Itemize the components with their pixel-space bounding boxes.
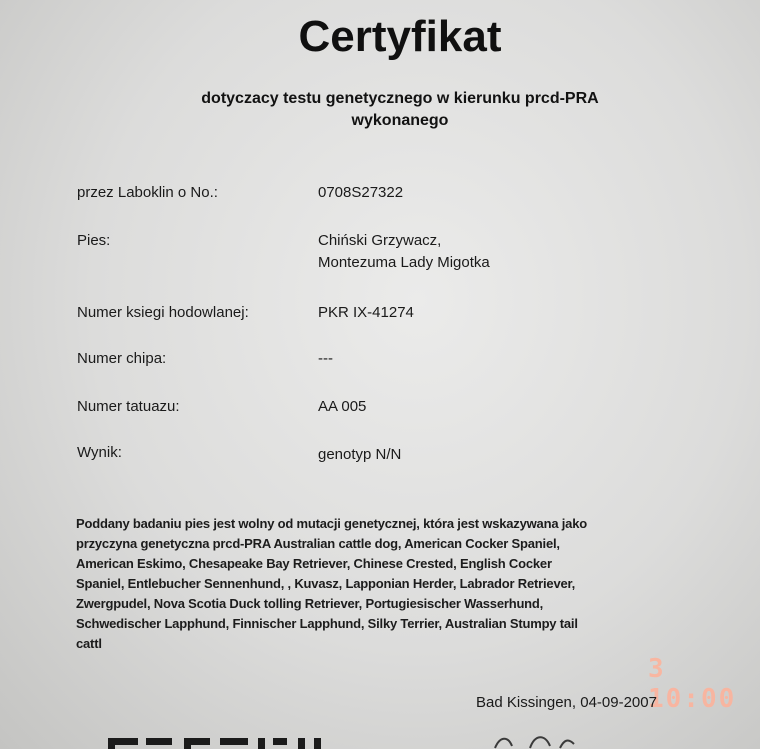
signature-scribble: [490, 728, 590, 749]
paragraph-line: przyczyna genetyczna prcd-PRA Australian cattle dog, American Cocker Spaniel,: [76, 536, 560, 551]
place-date: Bad Kissingen, 04-09-2007: [476, 694, 657, 711]
field-label-registry-number: Numer ksiegi hodowlanej:: [77, 304, 249, 321]
field-value-laboklin-no: 0708S27322: [318, 184, 404, 201]
certificate-subtitle: [0, 88, 760, 132]
dog-name: Montezuma Lady Migotka: [318, 254, 490, 271]
field-value-chip-number: ---: [318, 350, 333, 367]
dog-breed: Chiński Grzywacz,: [318, 232, 442, 249]
paragraph-line: cattl: [76, 636, 102, 651]
field-value-dog: [318, 230, 490, 274]
field-value-result: genotyp N/N: [318, 446, 402, 463]
field-label-laboklin-no: przez Laboklin o No.:: [77, 184, 218, 201]
paragraph-line: Schwedischer Lapphund, Finnischer Lapphund, Silky Terrier, Australian Stumpy tail: [76, 616, 578, 631]
paragraph-line: Spaniel, Entlebucher Sennenhund, , Kuvasz, Lapponian Herder, Labrador Retriever,: [76, 576, 576, 591]
laboklin-logo: [108, 728, 338, 749]
certificate-title: Certyfikat: [298, 12, 502, 61]
field-label-chip-number: Numer chipa:: [77, 350, 167, 367]
field-value-tattoo-number: AA 005: [318, 398, 367, 415]
field-label-tattoo-number: Numer tatuazu:: [77, 398, 180, 415]
subtitle-line-2: wykonanego: [351, 112, 449, 129]
paragraph-line: American Eskimo, Chesapeake Bay Retriever, Chinese Crested, English Cocker: [76, 556, 552, 571]
field-value-registry-number: PKR IX-41274: [318, 304, 414, 321]
paragraph-line: Zwergpudel, Nova Scotia Duck tolling Retriever, Portugiesischer Wasserhund,: [76, 596, 544, 611]
field-label-dog: Pies:: [77, 232, 111, 249]
result-description: [76, 514, 726, 654]
subtitle-line-1: dotyczacy testu genetycznego w kierunku prcd-PRA: [201, 90, 599, 107]
field-label-result: Wynik:: [77, 444, 122, 461]
photo-timestamp: 3 10:00: [648, 654, 737, 714]
paragraph-line: Poddany badaniu pies jest wolny od mutacji genetycznej, która jest wskazywana jako: [76, 516, 587, 531]
